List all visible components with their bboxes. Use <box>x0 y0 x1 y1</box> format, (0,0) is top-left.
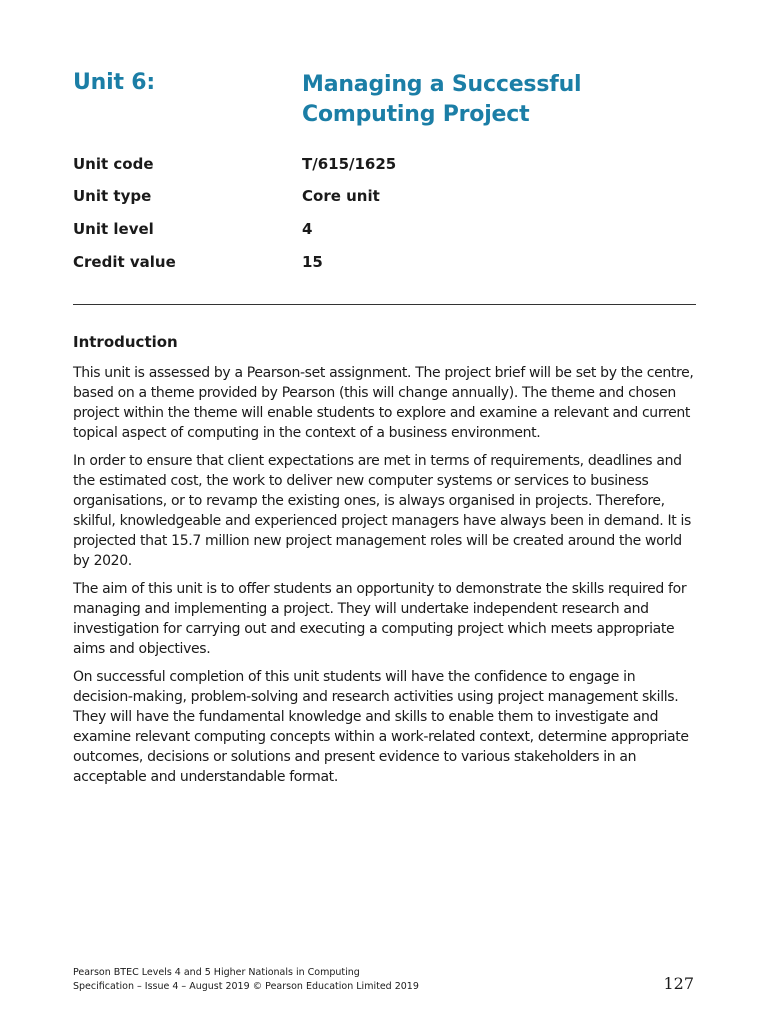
introduction-heading: Introduction <box>73 333 178 351</box>
footer-line-title: Pearson BTEC Levels 4 and 5 Higher Nationals in Computing <box>73 967 360 978</box>
page-footer <box>73 966 419 994</box>
meta-label-unit-level: Unit level <box>73 220 154 238</box>
introduction-paragraph-4: On successful completion of this unit students will have the confidence to engage in decision-making, problem-solving and research activities using project management skills. They will have the fundamental knowledge and skills to enable them to investigate and examine relevant computing concepts within a work-related context, determine appropriate outcomes, decisions or solutions and present evidence to various stakeholders in an acceptable and understandable format. <box>73 669 689 785</box>
introduction-paragraph-1: This unit is assessed by a Pearson-set assignment. The project brief will be set by the centre, based on a theme provided by Pearson (this will change annually). The theme and chosen project within the theme will enable students to explore and examine a relevant and current topical aspect of computing in the context of a business environment. <box>73 365 694 441</box>
meta-value-unit-code: T/615/1625 <box>302 155 397 173</box>
unit-title: Managing a Successful Computing Project <box>302 72 582 127</box>
unit-number: Unit 6: <box>73 70 155 95</box>
meta-label-unit-type: Unit type <box>73 187 152 205</box>
page-number: 127 <box>663 974 694 993</box>
meta-label-credit-value: Credit value <box>73 253 176 271</box>
footer-line-specification: Specification – Issue 4 – August 2019 © Pearson Education Limited 2019 <box>73 981 419 992</box>
meta-value-credit-value: 15 <box>302 253 323 271</box>
meta-value-unit-type: Core unit <box>302 187 380 205</box>
section-divider <box>73 304 696 305</box>
introduction-body <box>73 363 698 795</box>
introduction-paragraph-2: In order to ensure that client expectations are met in terms of requirements, deadlines and the estimated cost, the work to deliver new computer systems or services to business organisations, or to revamp the existing ones, is always organised in projects. Therefore, skilful, knowledgeable and experienced project managers have always been in demand. It is projected that 15.7 million new project management roles will be created around the world by 2020. <box>73 453 691 569</box>
meta-value-unit-level: 4 <box>302 220 313 238</box>
introduction-paragraph-3: The aim of this unit is to offer students an opportunity to demonstrate the skills required for managing and implementing a project. They will undertake independent research and investigation for carrying out and executing a computing project which meets appropriate aims and objectives. <box>73 581 687 657</box>
meta-label-unit-code: Unit code <box>73 155 154 173</box>
